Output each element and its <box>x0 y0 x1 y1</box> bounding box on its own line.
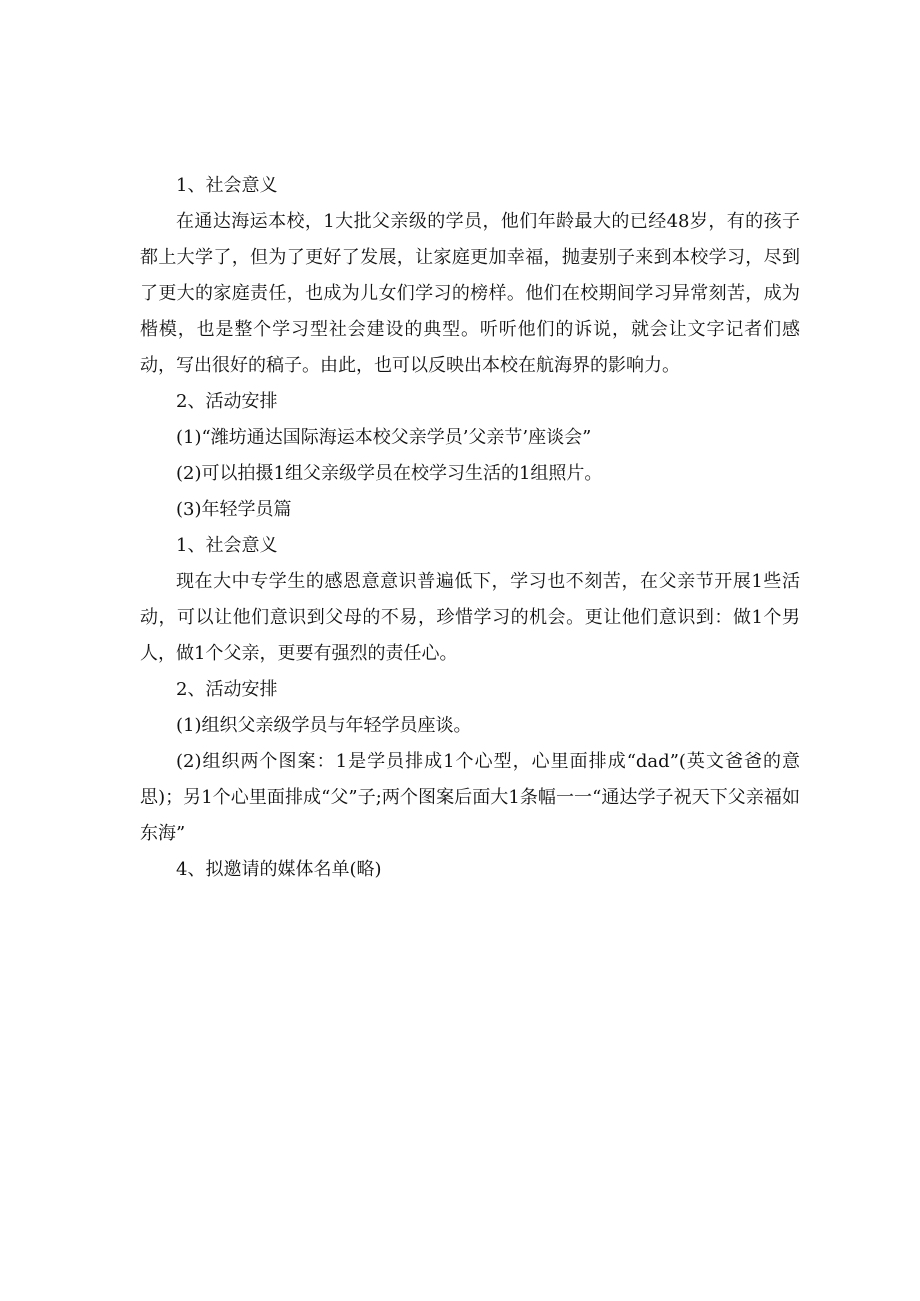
heading-media-list: 4、拟邀请的媒体名单(略) <box>176 859 382 880</box>
document-body <box>140 168 800 888</box>
section-young-students: (3)年轻学员篇 <box>176 499 292 520</box>
list-item-discussion: (1)组织父亲级学员与年轻学员座谈。 <box>176 715 472 736</box>
heading-social-significance-1: 1、社会意义 <box>176 175 278 196</box>
heading-social-significance-2: 1、社会意义 <box>176 535 278 556</box>
list-item-forum: (1)“潍坊通达国际海运本校父亲学员’父亲节’座谈会” <box>176 427 592 448</box>
heading-activity-arrangement-1: 2、活动安排 <box>176 391 278 412</box>
list-item-patterns: (2)组织两个图案：1是学员排成1个心型，心里面排成“dad”(英文爸爸的意思)；另1个心里面排成“父”子;两个图案后面大1条幅一一“通达学子祝天下父亲福如东海” <box>140 751 800 844</box>
paragraph-father-students: 在通达海运本校，1大批父亲级的学员，他们年龄最大的已经48岁，有的孩子都上大学了，但为了更好了发展，让家庭更加幸福，抛妻别子来到本校学习，尽到了更大的家庭责任，也成为儿女们学习的榜样。他们在校期间学习异常刻苦，成为楷模，也是整个学习型社会建设的典型。听听他们的诉说，就会让文字记者们感动，写出很好的稿子。由此，也可以反映出本校在航海界的影响力。 <box>140 211 800 376</box>
list-item-photos: (2)可以拍摄1组父亲级学员在校学习生活的1组照片。 <box>176 463 603 484</box>
heading-activity-arrangement-2: 2、活动安排 <box>176 679 278 700</box>
paragraph-young-students: 现在大中专学生的感恩意意识普遍低下，学习也不刻苦，在父亲节开展1些活动，可以让他们意识到父母的不易，珍惜学习的机会。更让他们意识到：做1个男人，做1个父亲，更要有强烈的责任心。 <box>140 571 800 664</box>
